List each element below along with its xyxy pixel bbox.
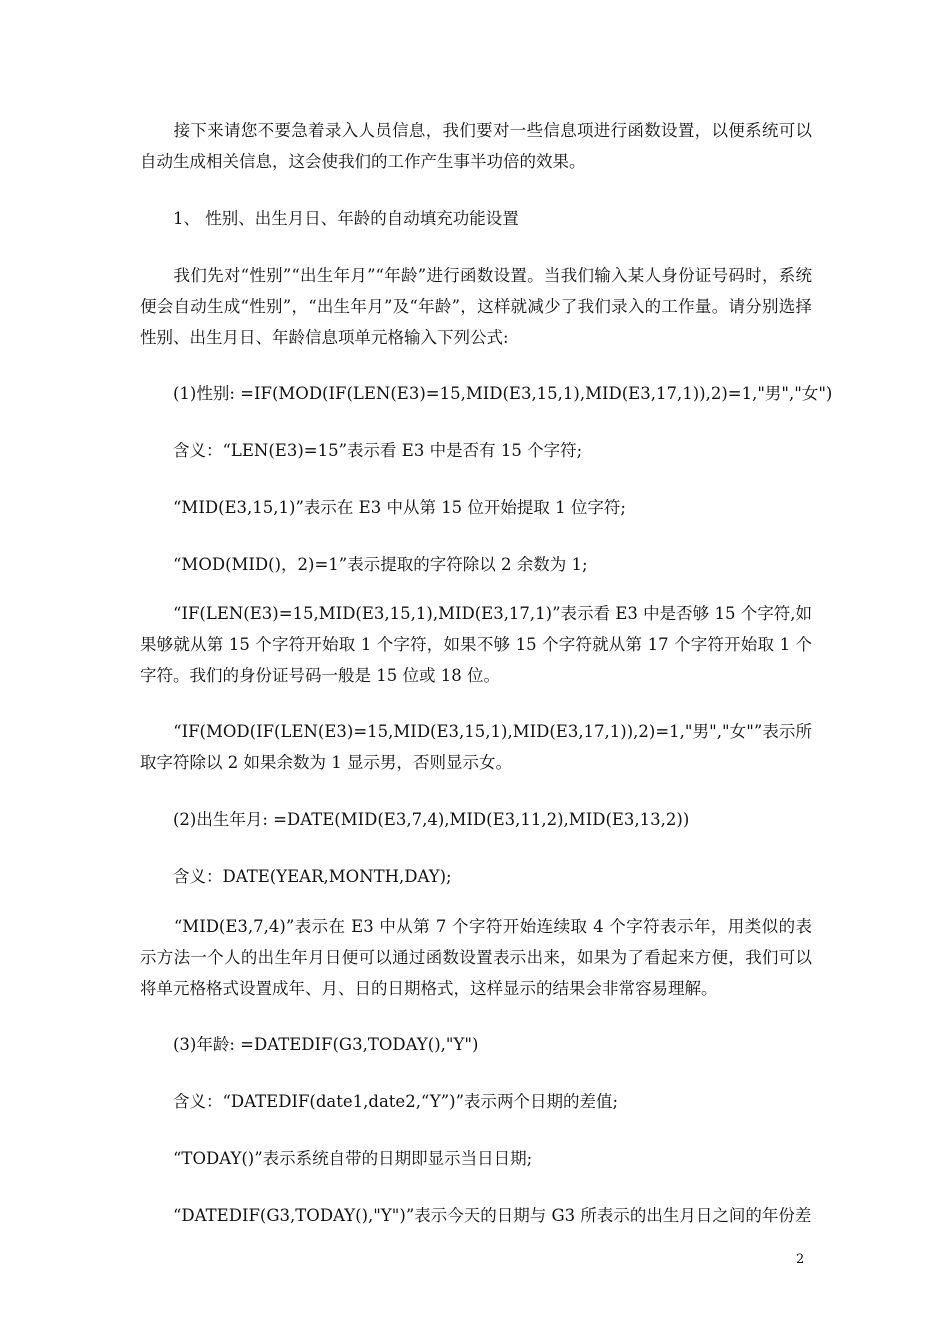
page-number: 2 bbox=[796, 1252, 805, 1267]
meaning-if-len: “IF(LEN(E3)=15,MID(E3,15,1),MID(E3,17,1)”表示看 E3 中是否够 15 个字符,如果够就从第 15 个字符开始取 1 个字符，如果不够 15 个字符就从第 17 个字符开始取 1 个字符。我们的身份证号码一般是 15 位或 18 位。 bbox=[140, 604, 812, 685]
formula-birth-date: (2)出生年月: =DATE(MID(E3,7,4),MID(E3,11,2),MID(E3,13,2)) bbox=[140, 810, 690, 829]
meaning-datedif: 含义：“DATEDIF(date1,date2,“Y”)”表示两个日期的差值; bbox=[140, 1092, 619, 1111]
meaning-mid-year: “MID(E3,7,4)”表示在 E3 中从第 7 个字符开始连续取 4 个字符表示年，用类似的表示方法一个人的出生年月日便可以通过函数设置表示出来，如果为了看起来方便，我们可以将单元格格式设置成年、月、日的日期格式，这样显示的结果会非常容易理解。 bbox=[140, 917, 812, 998]
formula-gender: (1)性别: =IF(MOD(IF(LEN(E3)=15,MID(E3,15,1),MID(E3,17,1)),2)=1,"男","女") bbox=[140, 384, 833, 403]
meaning-today: “TODAY()”表示系统自带的日期即显示当日日期; bbox=[140, 1149, 533, 1168]
meaning-mod: “MOD(MID()，2)=1”表示提取的字符除以 2 余数为 1; bbox=[140, 555, 588, 574]
meaning-len: 含义：“LEN(E3)=15”表示看 E3 中是否有 15 个字符; bbox=[140, 441, 583, 460]
meaning-if-mod: “IF(MOD(IF(LEN(E3)=15,MID(E3,15,1),MID(E3,17,1)),2)=1,"男","女"”表示所取字符除以 2 如果余数为 1 显示男，否则显示女。 bbox=[140, 722, 812, 772]
formula-age: (3)年龄: =DATEDIF(G3,TODAY(),"Y") bbox=[140, 1035, 479, 1054]
meaning-date: 含义：DATE(YEAR,MONTH,DAY); bbox=[140, 867, 452, 886]
meaning-mid: “MID(E3,15,1)”表示在 E3 中从第 15 位开始提取 1 位字符; bbox=[140, 498, 626, 517]
paragraph-function-setup: 我们先对“性别”“出生年月”“年龄”进行函数设置。当我们输入某人身份证号码时，系统便会自动生成“性别”，“出生年月”及“年龄”，这样就减少了我们录入的工作量。请分别选择性别、出生月日、年龄信息项单元格输入下列公式: bbox=[140, 266, 812, 347]
meaning-datedif-g3: “DATEDIF(G3,TODAY(),"Y")”表示今天的日期与 G3 所表示的出生月日之间的年份差 bbox=[140, 1206, 812, 1225]
section-heading-1: 1、 性别、出生月日、年龄的自动填充功能设置 bbox=[140, 209, 519, 228]
paragraph-intro: 接下来请您不要急着录入人员信息，我们要对一些信息项进行函数设置，以便系统可以自动生成相关信息，这会使我们的工作产生事半功倍的效果。 bbox=[140, 121, 812, 171]
